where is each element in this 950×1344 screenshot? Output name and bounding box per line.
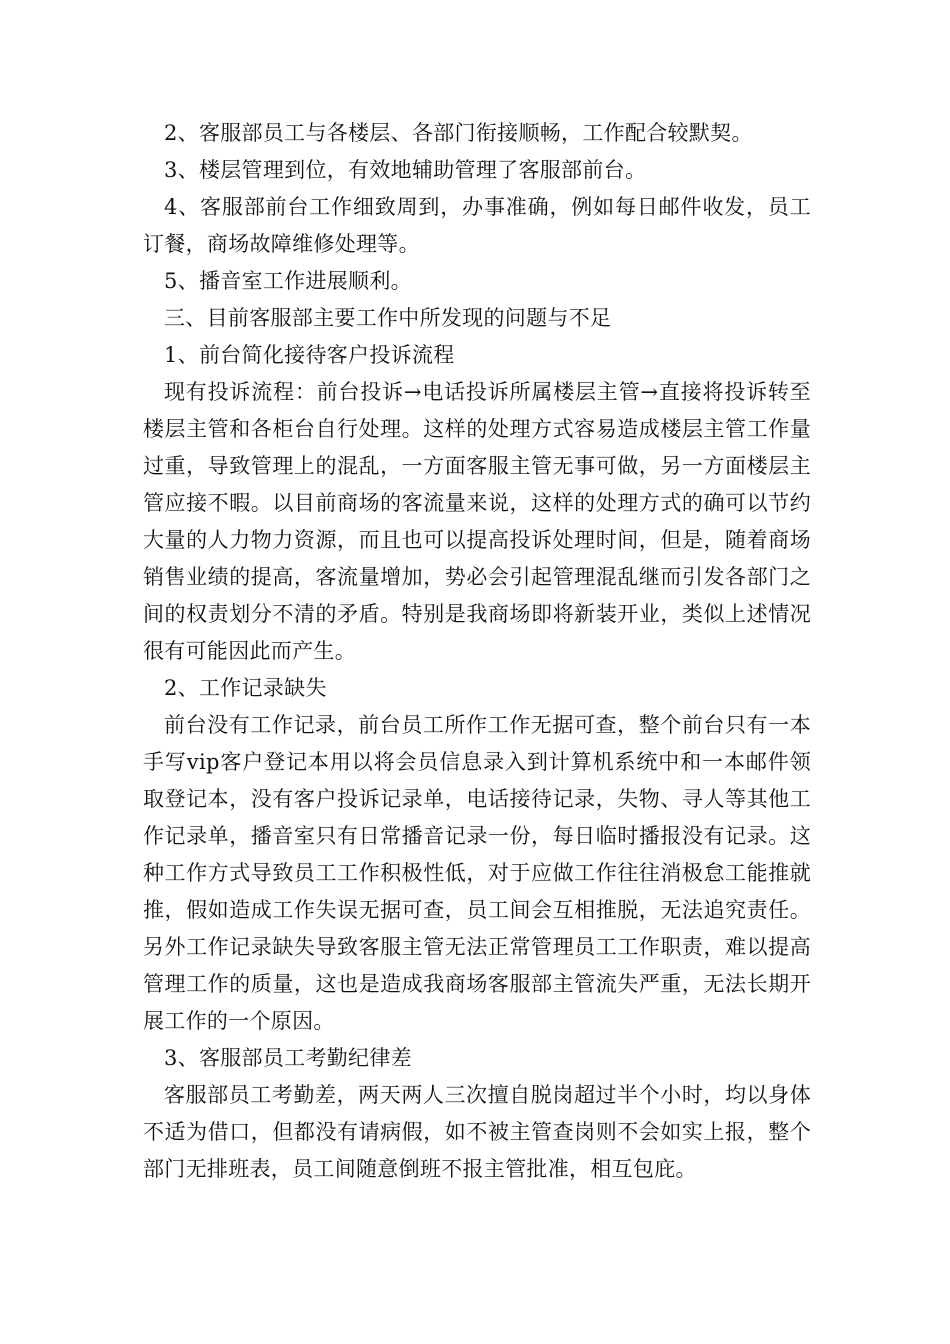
subheading-1: 1、前台简化接待客户投诉流程 xyxy=(164,343,455,367)
paragraph-item-4: 4、客服部前台工作细致周到，办事准确，例如每日邮件收发，员工订餐，商场故障维修处理等。 xyxy=(143,195,811,256)
subheading-3: 3、客服部员工考勤纪律差 xyxy=(164,1046,412,1070)
paragraph-item-3: 3、楼层管理到位，有效地辅助管理了客服部前台。 xyxy=(164,158,647,182)
body-paragraph-attendance: 客服部员工考勤差，两天两人三次擅自脱岗超过半个小时，均以身体不适为借口，但都没有请病假，如不被主管查岗则不会如实上报，整个部门无排班表，员工间随意倒班不报主管批准，相互包庇。 xyxy=(143,1083,811,1181)
body-paragraph-complaint-process: 现有投诉流程：前台投诉→电话投诉所属楼层主管→直接将投诉转至楼层主管和各柜台自行处理。这样的处理方式容易造成楼层主管工作量过重，导致管理上的混乱，一方面客服主管无事可做，另一方面楼层主管应接不暇。以目前商场的客流量来说，这样的处理方式的确可以节约大量的人力物力资源，而且也可以提高投诉处理时间，但是，随着商场销售业绩的提高，客流量增加，势必会引起管理混乱继而引发各部门之间的权责划分不清的矛盾。特别是我商场即将新装开业，类似上述情况很有可能因此而产生。 xyxy=(143,380,811,663)
subheading-2: 2、工作记录缺失 xyxy=(164,676,327,700)
body-paragraph-work-records: 前台没有工作记录，前台员工所作工作无据可查，整个前台只有一本手写vip客户登记本用以将会员信息录入到计算机系统中和一本邮件领取登记本，没有客户投诉记录单，电话接待记录，失物、寻人等其他工作记录单，播音室只有日常播音记录一份，每日临时播报没有记录。这种工作方式导致员工工作积极性低，对于应做工作往往消极怠工能推就推，假如造成工作失误无据可查，员工间会互相推脱，无法追究责任。另外工作记录缺失导致客服主管无法正常管理员工工作职责，难以提高管理工作的质量，这也是造成我商场客服部主管流失严重，无法长期开展工作的一个原因。 xyxy=(143,713,811,1033)
section-heading-3: 三、目前客服部主要工作中所发现的问题与不足 xyxy=(164,306,612,330)
paragraph-item-5: 5、播音室工作进展顺利。 xyxy=(164,269,412,293)
paragraph-item-2: 2、客服部员工与各楼层、各部门衔接顺畅，工作配合较默契。 xyxy=(164,121,753,145)
document-page xyxy=(143,115,811,1188)
